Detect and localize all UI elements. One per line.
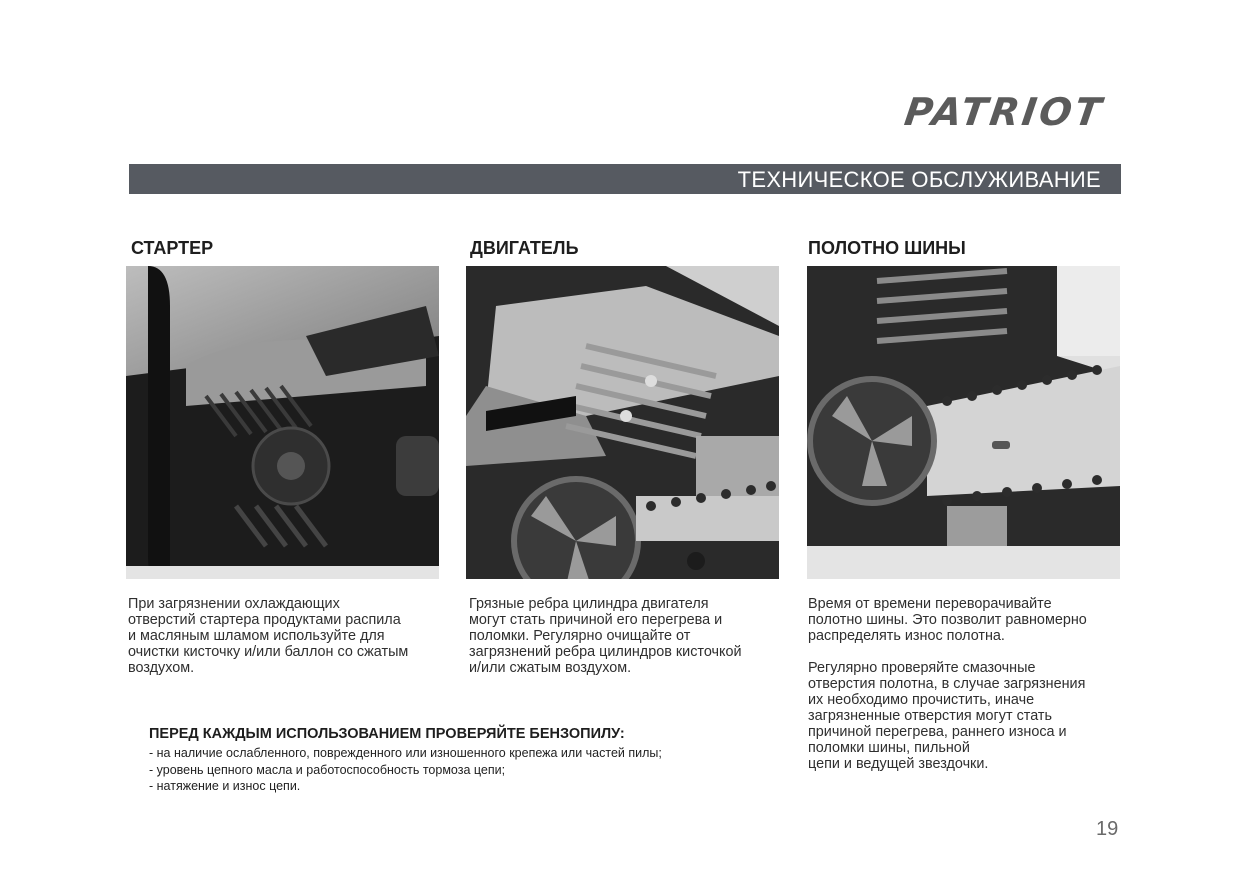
section-title: ТЕХНИЧЕСКОЕ ОБСЛУЖИВАНИЕ xyxy=(737,167,1101,192)
checklist-item: - уровень цепного масла и работоспособность тормоза цепи; xyxy=(149,762,506,777)
engine-photo xyxy=(466,266,779,579)
starter-text xyxy=(128,596,453,676)
page-number: 19 xyxy=(1096,818,1119,840)
starter-photo xyxy=(126,266,439,579)
checklist-heading: ПЕРЕД КАЖДЫМ ИСПОЛЬЗОВАНИЕМ ПРОВЕРЯЙТЕ БЕНЗОПИЛУ: xyxy=(149,726,625,742)
starter-photo-image xyxy=(126,266,439,579)
starter-paragraph: При загрязнении охлаждающих отверстий стартера продуктами распила и масляным шламом используйте для очистки кисточку и/или баллон со сжатым воздухом. xyxy=(128,596,409,676)
engine-paragraph: Грязные ребра цилиндра двигателя могут стать причиной его перегрева и поломки. Регулярно очищайте от загрязнений ребра цилиндров кисточкой и/или сжатым воздухом. xyxy=(469,596,742,676)
engine-heading: ДВИГАТЕЛЬ xyxy=(470,238,579,258)
bar-paragraph-1: Время от времени переворачивайте полотно шины. Это позволит равномерно распределять износ полотна. xyxy=(808,596,1087,644)
bar-text xyxy=(808,596,1133,772)
bar-heading: ПОЛОТНО ШИНЫ xyxy=(808,238,966,258)
pre-use-checklist xyxy=(149,725,789,795)
engine-text xyxy=(469,596,794,676)
engine-photo-image xyxy=(466,266,779,579)
bar-paragraph-2: Регулярно проверяйте смазочные отверстия полотна, в случае загрязнения их необходимо прочистить, иначе загрязненные отверстия могут стать причиной перегрева, раннего износа и поломки шины, пильной цепи и ведущей звездочки. xyxy=(808,660,1086,772)
patriot-logo: PATRIOT xyxy=(901,90,1107,134)
bar-photo xyxy=(807,266,1120,579)
starter-heading: СТАРТЕР xyxy=(131,238,214,258)
checklist-item: - на наличие ослабленного, поврежденного или изношенного крепежа или частей пилы; xyxy=(149,746,662,760)
checklist-item: - натяжение и износ цепи. xyxy=(149,779,301,793)
bar-photo-image xyxy=(807,266,1120,579)
section-header-bar xyxy=(129,164,1121,194)
